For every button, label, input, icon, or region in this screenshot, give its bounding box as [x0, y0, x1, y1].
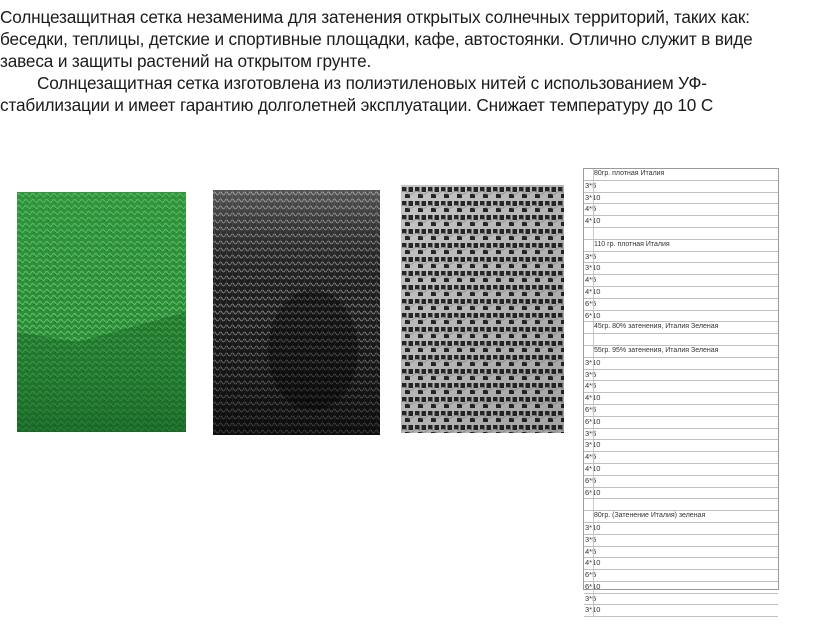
description-line-1: Солнцезащитная сетка изготовлена из полиэтиленовых нитей с использованием УФ-: [0, 73, 707, 93]
table-size-cell: 4*5: [585, 546, 597, 556]
table-row: [584, 263, 778, 275]
table-row: [584, 287, 778, 299]
table-size-cell: 4*5: [585, 452, 597, 462]
table-size-cell: 3*10: [585, 605, 601, 615]
table-row: [584, 429, 778, 441]
table-size-cell: 4*5: [585, 204, 597, 214]
table-size-cell: 6*5: [585, 298, 597, 308]
table-size-cell: 3*10: [585, 440, 601, 450]
table-row: [584, 440, 778, 452]
table-row: [584, 346, 778, 358]
table-row: [584, 535, 778, 547]
table-size-cell: [584, 346, 594, 357]
table-row: [584, 605, 778, 617]
table-size-cell: 6*5: [585, 570, 597, 580]
table-size-cell: 6*10: [585, 310, 601, 320]
table-row: [584, 393, 778, 405]
table-row: [584, 582, 778, 594]
table-row: [584, 193, 778, 205]
table-size-cell: 6*10: [585, 581, 601, 591]
table-section-header: 110 гр. плотная Италия: [594, 240, 670, 248]
table-row: [584, 417, 778, 429]
table-size-cell: 6*10: [585, 487, 601, 497]
table-row: [584, 322, 778, 334]
table-row: [584, 358, 778, 370]
table-row: [584, 570, 778, 582]
table-row: [584, 499, 778, 511]
table-row: [584, 547, 778, 559]
table-size-cell: [584, 240, 594, 251]
description-line-2: стабилизации и имеет гарантию долголетней эксплуатации. Снижает температуру до 10 С: [0, 95, 714, 115]
table-size-cell: 3*5: [585, 428, 597, 438]
intro-line-1: Солнцезащитная сетка незаменима для затенения открытых солнечных территорий, таких как:: [0, 7, 750, 27]
green-mesh-photo: [17, 192, 186, 432]
table-size-cell: [584, 499, 594, 510]
table-row: [584, 558, 778, 570]
table-size-cell: 6*5: [585, 475, 597, 485]
table-size-cell: 4*10: [585, 463, 601, 473]
table-row: [584, 240, 778, 252]
table-section-header: 80гр. плотная Италия: [594, 170, 665, 177]
table-row: [584, 476, 778, 488]
table-row: [584, 381, 778, 393]
table-size-cell: 3*5: [585, 369, 597, 379]
table-size-cell: 6*10: [585, 416, 601, 426]
table-row: [584, 311, 778, 323]
table-row: [584, 252, 778, 264]
table-row: [584, 216, 778, 228]
table-section-header: 55гр. 95% затенения, Италия Зеленая: [594, 346, 719, 354]
table-row: [584, 204, 778, 216]
black-mesh-photo: [213, 190, 380, 435]
table-size-cell: [584, 322, 594, 333]
table-row: [584, 452, 778, 464]
table-size-cell: [584, 228, 594, 239]
table-size-cell: 3*10: [585, 192, 601, 202]
table-size-cell: 4*5: [585, 275, 597, 285]
table-row: [584, 169, 778, 181]
price-table: [583, 168, 779, 615]
table-size-cell: [584, 511, 594, 522]
table-row: [584, 523, 778, 535]
table-size-cell: [584, 334, 594, 345]
table-size-cell: 6*5: [585, 404, 597, 414]
table-row: [584, 594, 778, 606]
table-size-cell: 4*10: [585, 286, 601, 296]
table-size-cell: 3*10: [585, 357, 601, 367]
table-size-cell: 3*10: [585, 522, 601, 532]
table-size-cell: 3*5: [585, 251, 597, 261]
table-size-cell: [584, 169, 594, 180]
table-row: [584, 334, 778, 346]
table-row: [584, 181, 778, 193]
table-row: [584, 275, 778, 287]
table-size-cell: 3*5: [585, 180, 597, 190]
table-size-cell: 4*10: [585, 216, 601, 226]
table-row: [584, 464, 778, 476]
table-size-cell: 4*10: [585, 393, 601, 403]
table-size-cell: 3*10: [585, 263, 601, 273]
table-section-header: 80гр. (Затенение Италия) зеленая: [594, 512, 706, 520]
table-row: [584, 299, 778, 311]
intro-line-3: завеса и защиты растений на открытом грунте.: [0, 51, 372, 71]
intro-paragraph: [0, 6, 820, 72]
white-mesh-photo: [401, 185, 564, 433]
table-row: [584, 370, 778, 382]
table-row: [584, 488, 778, 500]
table-size-cell: 3*5: [585, 534, 597, 544]
table-section-header: 45гр. 80% затенения, Италия Зеленая: [594, 323, 719, 331]
description-paragraph: [0, 72, 820, 116]
table-row: [584, 228, 778, 240]
table-row: [584, 511, 778, 523]
intro-line-2: беседки, теплицы, детские и спортивные площадки, кафе, автостоянки. Отлично служит в виде: [0, 29, 753, 49]
table-size-cell: 3*5: [585, 593, 597, 603]
table-size-cell: 4*10: [585, 558, 601, 568]
table-row: [584, 405, 778, 417]
table-size-cell: 4*5: [585, 381, 597, 391]
